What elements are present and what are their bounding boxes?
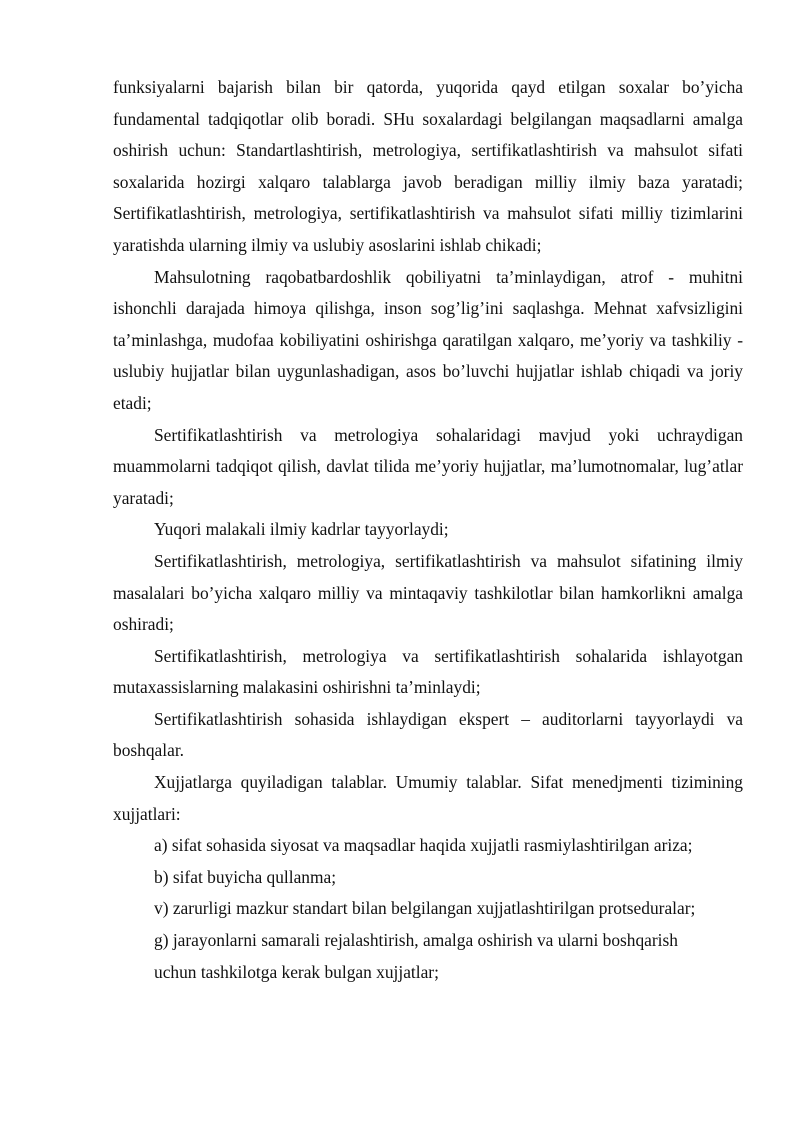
list-item: v) zarurligi mazkur standart bilan belgilangan xujjatlashtirilgan protseduralar; [154,898,696,919]
paragraph: Sertifikatlashtirish va metrologiya sohalaridagi mavjud yoki uchraydigan muammolarni tadqiqot qilish, davlat tilida me’yoriy hujjatlar, ma’lumotnomalar, lug’atlar yaratadi; [113,424,743,508]
paragraph: Yuqori malakali ilmiy kadrlar tayyorlaydi; [154,519,449,540]
list-item: a) sifat sohasida siyosat va maqsadlar haqida xujjatli rasmiylashtirilgan ariza; [154,835,693,856]
list-item: g) jarayonlarni samarali rejalashtirish, amalga oshirish va ularni boshqarish [154,930,678,951]
paragraph: Sertifikatlashtirish sohasida ishlaydigan ekspert – auditorlarni tayyorlaydi va boshqalar. [113,708,743,761]
list-item: b) sifat buyicha qullanma; [154,866,337,887]
paragraph: Mahsulotning raqobatbardoshlik qobiliyatni ta’minlaydigan, atrof - muhitni ishonchli darajada himoya qilishga, inson sog’lig’ini saqlashga. Mehnat xafvsizligini ta’minlashga, mudofaa kobiliyatini oshirishga qaratilgan xalqaro, me’yoriy va tashkiliy - uslubiy hujjatlar bilan uygunlashadigan, asos bo’luvchi hujjatlar ishlab chiqadi va joriy etadi; [113,266,743,413]
paragraph-continuation: funksiyalarni bajarish bilan bir qatorda, yuqorida qayd etilgan soxalar bo’yicha fundamental tadqiqotlar olib boradi. SHu soxalardagi belgilangan maqsadlarni amalga oshirish uchun: Standartlashtirish, metrologiya, sertifikatlashtirish va mahsulot sifati soxalarida hozirgi xalqaro talablarga javob beradigan milliy ilmiy baza yaratadi; Sertifikatlashtirish, metrologiya, sertifikatlashtirish va mahsulot sifati milliy tizimlarini yaratishda ularning ilmiy va uslubiy asoslarini ishlab chikadi; [113,77,743,255]
paragraph-requirements-heading: Xujjatlarga quyiladigan talablar. Umumiy talablar. Sifat menedjmenti tizimining xujjatlari: [113,772,743,824]
document-body [113,72,743,988]
list-item: uchun tashkilotga kerak bulgan xujjatlar; [154,961,439,982]
paragraph: Sertifikatlashtirish, metrologiya va sertifikatlashtirish sohalarida ishlayotgan mutaxassislarning malakasini oshirishni ta’minlaydi; [113,645,743,698]
paragraph: Sertifikatlashtirish, metrologiya, sertifikatlashtirish va mahsulot sifatining ilmiy masalalari bo’yicha xalqaro milliy va mintaqaviy tashkilotlar bilan hamkorlikni amalga oshiradi; [113,550,743,635]
